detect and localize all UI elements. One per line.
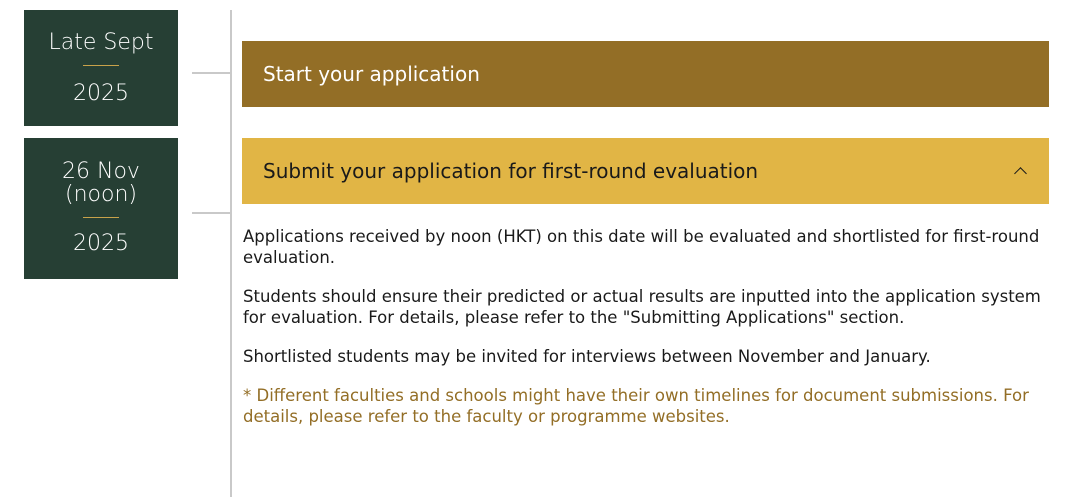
timeline-connector: [192, 72, 230, 74]
date-label: [24, 138, 178, 206]
timeline-connector: [192, 212, 230, 214]
date-year: 2025: [73, 231, 129, 256]
date-label: Late Sept: [48, 30, 154, 55]
chevron-up-icon[interactable]: [1014, 167, 1027, 180]
accordion-start-application[interactable]: [242, 41, 1049, 107]
date-year: 2025: [73, 81, 129, 106]
date-divider: [83, 217, 119, 218]
timeline-line: [230, 10, 232, 497]
content-paragraph: Applications received by noon (HKT) on this date will be evaluated and shortlisted for first-round evaluation.: [243, 227, 1040, 267]
date-divider: [83, 65, 119, 66]
content-paragraph: Shortlisted students may be invited for interviews between November and January.: [243, 347, 931, 366]
date-badge-late-sept: [24, 10, 178, 126]
content-paragraph: Students should ensure their predicted or actual results are inputted into the application system for evaluation. For details, please refer to the "Submitting Applications" section.: [243, 287, 1041, 327]
date-label-line1: 26 Nov: [62, 159, 140, 184]
accordion-submit-application[interactable]: [242, 138, 1049, 204]
accordion-title: Submit your application for first-round evaluation: [263, 159, 759, 183]
date-label-line2: (noon): [65, 182, 137, 207]
accordion-title: Start your application: [263, 62, 480, 86]
faculty-note: * Different faculties and schools might have their own timelines for document submissions. For details, please refer to the faculty or programme websites.: [243, 386, 1029, 426]
date-badge-26-nov: [24, 138, 178, 279]
accordion-submit-content: [243, 226, 1053, 427]
